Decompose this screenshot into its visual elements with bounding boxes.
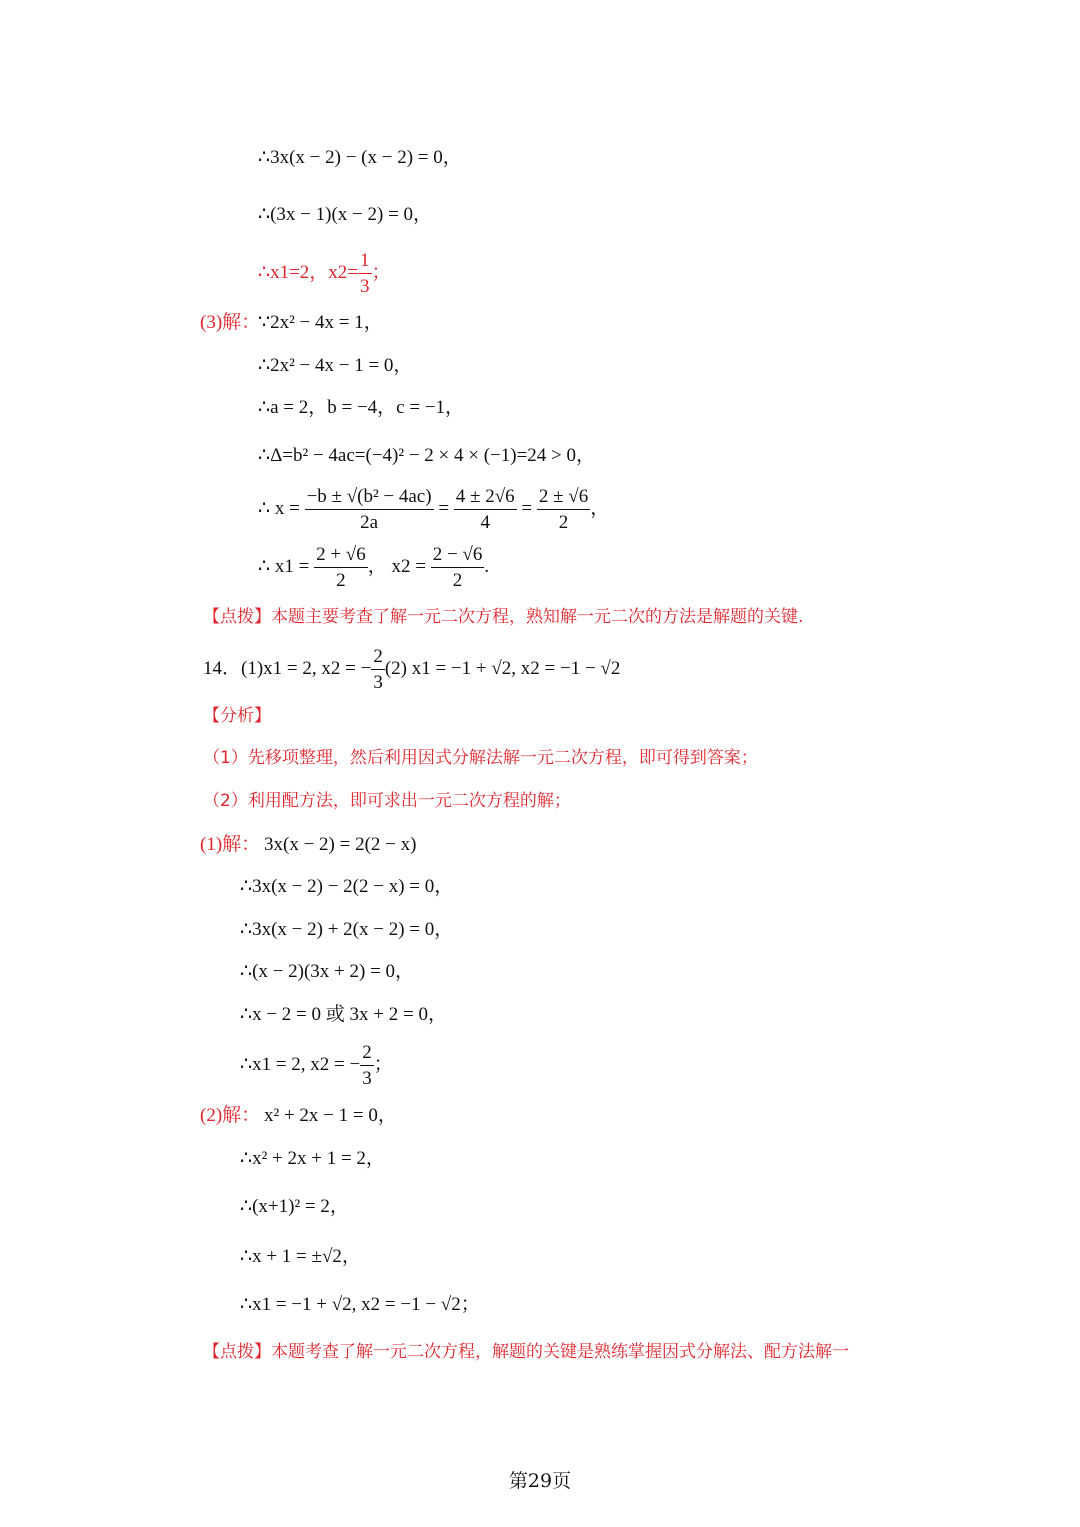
q14-sol1-label: (1)解： <box>200 834 261 855</box>
q14-header-frac <box>371 647 385 692</box>
root2-frac <box>431 545 485 590</box>
page-number: 第29页 <box>508 1470 572 1492</box>
q14-sol1-step-2: ∴3x(x − 2) + 2(x − 2) = 0， <box>240 919 454 940</box>
formula-frac-1-num: −b ± √(b² − 4ac) <box>305 487 434 510</box>
part3-step-3: ∴a = 2，b = −4，c = −1， <box>258 397 465 418</box>
prev-answer-den: 3 <box>360 276 370 297</box>
prev-answer-suffix: ； <box>371 261 391 283</box>
q14-analysis-label: 【分析】 <box>203 706 271 726</box>
part3-step-1: ∵2x² − 4x = 1， <box>258 312 383 333</box>
prev-answer-fraction <box>358 251 372 296</box>
q14-sol1-step-4: ∴x − 2 = 0 或 3x + 2 = 0， <box>240 1004 447 1025</box>
root1-den: 2 <box>336 570 346 591</box>
formula-frac-2-num: 4 ± 2√6 <box>454 487 517 510</box>
q14-analysis-2: （2）利用配方法，即可求出一元二次方程的解； <box>203 791 571 811</box>
prev-step-1: ∴3x(x − 2) − (x − 2) = 0， <box>258 147 462 168</box>
quadratic-formula: ∴ x = $\frac{\text{−b ± √(b² − 4ac)}}{2a}$ = $\frac{4 \pm 2√6}{4}$ = $\frac{2 \pm √6}{2}$ ， <box>258 486 610 533</box>
q14-sol1-answer-prefix: ∴x1 = 2, x2 = − <box>240 1053 361 1075</box>
root1-frac <box>314 545 368 590</box>
q14-sol1-answer-frac <box>360 1043 374 1088</box>
root2-num: 2 − √6 <box>431 545 485 568</box>
q14-sol2-step-1: ∴x² + 2x + 1 = 2， <box>240 1148 385 1169</box>
formula-frac-3 <box>537 487 590 532</box>
q14-sol2-step-3: ∴x + 1 = ±√2， <box>240 1246 361 1267</box>
part3-step-4: ∴Δ=b² − 4ac=(−4)² − 2 × 4 × (−1)=24 > 0， <box>258 445 596 466</box>
q14-sol1-equation: 3x(x − 2) = 2(2 − x) <box>264 834 417 855</box>
prev-answer <box>258 251 391 296</box>
q14-header <box>203 647 620 692</box>
q14-sol2-equation: x² + 2x − 1 = 0， <box>264 1105 397 1126</box>
formula-frac-1-den: 2a <box>360 512 379 533</box>
q14-sol2-label: (2)解： <box>200 1105 261 1126</box>
q14-sol2-step-4: ∴x1 = −1 + √2, x2 = −1 − √2； <box>240 1294 480 1315</box>
tip-q13: 【点拨】本题主要考查了解一元二次方程，熟知解一元二次的方法是解题的关键. <box>203 607 804 627</box>
tip-q14: 【点拨】本题考查了解一元二次方程，解题的关键是熟练掌握因式分解法、配方法解一 <box>203 1342 849 1362</box>
q14-header-frac-num: 2 <box>371 647 385 670</box>
formula-frac-2 <box>454 487 517 532</box>
part3-roots: ∴ x1 = $\frac{2 + √6}{2}$ ， x2 = $\frac{2 - √6}{2}$ . <box>258 544 490 591</box>
q14-header-p1: x1 = 2, x2 = − <box>263 657 372 679</box>
q14-header-prefix: 14．(1) <box>203 657 264 679</box>
part3-step-2: ∴2x² − 4x − 1 = 0， <box>258 355 413 376</box>
q14-analysis-1: （1）先移项整理，然后利用因式分解法解一元二次方程，即可得到答案； <box>203 748 758 768</box>
formula-frac-3-den: 2 <box>558 512 569 533</box>
root2-den: 2 <box>452 570 463 591</box>
q14-sol1-answer-den: 3 <box>362 1068 372 1089</box>
root1-lhs: ∴ x1 = <box>258 555 310 577</box>
q14-sol1-answer-num: 2 <box>360 1043 374 1066</box>
q14-header-frac-den: 3 <box>373 672 383 693</box>
formula-frac-3-num: 2 ± √6 <box>537 487 590 510</box>
root1-num: 2 + √6 <box>314 545 368 568</box>
formula-frac-2-den: 4 <box>480 512 490 533</box>
prev-answer-prefix: ∴x1=2，x2= <box>258 261 359 283</box>
q14-sol1-step-1: ∴3x(x − 2) − 2(2 − x) = 0， <box>240 876 454 897</box>
formula-frac-1 <box>305 487 434 532</box>
q14-sol2-step-2: ∴(x+1)² = 2， <box>240 1196 349 1217</box>
q14-sol1-answer <box>240 1043 393 1088</box>
prev-answer-num: 1 <box>358 251 372 274</box>
prev-step-2: ∴(3x − 1)(x − 2) = 0， <box>258 204 433 225</box>
q14-sol1-step-3: ∴(x − 2)(3x + 2) = 0， <box>240 961 415 982</box>
q14-header-p2: (2) x1 = −1 + √2, x2 = −1 − √2 <box>384 657 621 679</box>
part3-label: (3)解： <box>200 312 261 333</box>
root2-lhs: x2 = <box>391 555 426 577</box>
formula-lhs: ∴ x = <box>258 497 300 519</box>
q14-sol1-answer-suffix: ； <box>373 1053 393 1075</box>
